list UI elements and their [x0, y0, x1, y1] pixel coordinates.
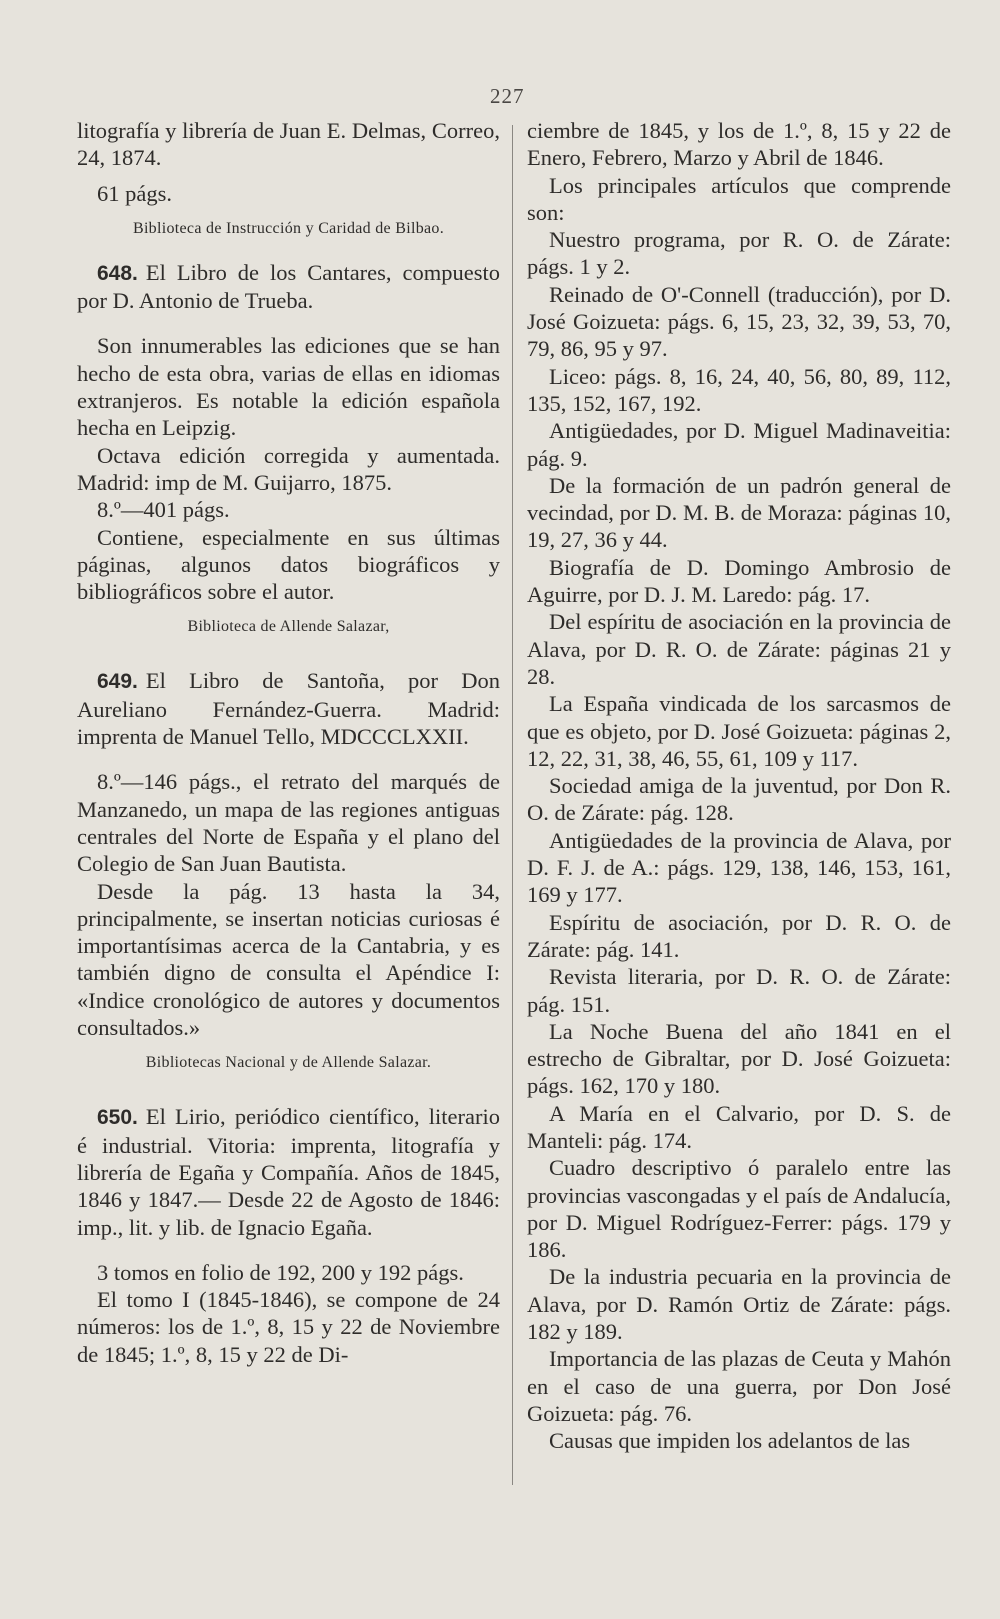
entry-648-note-3: 8.º—401 págs.	[97, 497, 230, 523]
right-paragraph-5: Liceo: págs. 8, 16, 24, 40, 56, 80, 89, 112, 135, 152, 167, 192.	[527, 363, 951, 416]
entry-650-note-2: El tomo I (1845-1846), se compone de 24 números: los de 1.º, 8, 15 y 22 de Noviembre de 1845; 1.º, 8, 15 y 22 de Di-	[77, 1287, 500, 1367]
right-paragraph-17: Cuadro descriptivo ó paralelo entre las provincias vascongadas y el país de Andalucía, por D. Miguel Rodríguez-Ferrer: págs. 179 y 186.	[527, 1155, 951, 1263]
right-paragraph-12: Antigüedades de la provincia de Alava, por D. F. J. de A.: págs. 129, 138, 146, 153, 161, 169 y 177.	[527, 827, 951, 908]
right-paragraph-15: La Noche Buena del año 1841 en el estrecho de Gibraltar, por D. José Goizueta: págs. 162, 170 y 180.	[527, 1018, 951, 1099]
entry-650-title: El Lirio, periódico científico, literario é industrial. Vitoria: imprenta, litografía y librería de Egaña y Compañía. Años de 1845, 1846 y 1847.— Desde 22 de Agosto de 1846: imp., lit. y lib. de Ignacio Egaña.	[77, 1104, 500, 1240]
entry-649-number: 649.	[97, 670, 138, 694]
entry-648-note-1: Son innumerables las ediciones que se han hecho de esta obra, varias de ellas en idiomas extranjeros. Es notable la edición española hecha en Leipzig.	[77, 333, 500, 441]
right-paragraph-14: Revista literaria, por D. R. O. de Zárate: pág. 151.	[527, 964, 951, 1017]
right-paragraph-13: Espíritu de asociación, por D. R. O. de Zárate: pág. 141.	[527, 909, 951, 962]
right-paragraph-3: Nuestro programa, por R. O. de Zárate: págs. 1 y 2.	[527, 227, 951, 280]
page-number: 227	[490, 84, 525, 108]
right-paragraph-7: De la formación de un padrón general de vecindad, por D. M. B. de Moraza: páginas 10, 19, 27, 36 y 44.	[527, 472, 951, 553]
entry-647-pages: 61 págs.	[97, 180, 172, 206]
right-paragraph-8: Biografía de D. Domingo Ambrosio de Aguirre, por D. J. M. Laredo: pág. 17.	[527, 554, 951, 608]
entry-649-library: Bibliotecas Nacional y de Allende Salazar.	[145, 1054, 432, 1072]
entry-648-title: El Libro de los Cantares, compuesto por D. Antonio de Trueba.	[77, 259, 500, 314]
entry-649	[77, 667, 500, 750]
entry-648-library: Biblioteca de Allende Salazar,	[187, 618, 390, 636]
entry-649-title: El Libro de Santoña, por Don Aureliano Fernández-Guerra. Madrid: imprenta de Manuel Tello, MDCCCLXXII.	[77, 668, 500, 750]
entry-650	[77, 1103, 500, 1240]
right-paragraph-16: A María en el Calvario, por D. S. de Manteli: pág. 174.	[527, 1100, 951, 1153]
entry-649-note-1: 8.º—146 págs., el retrato del marqués de Manzanedo, un mapa de las regiones antiguas centrales del Norte de España y el plano del Colegio de San Juan Bautista.	[77, 769, 500, 877]
entry-647-tail-text: litografía y librería de Juan E. Delmas, Correo, 24, 1874.	[77, 118, 500, 171]
column-divider	[512, 125, 513, 1485]
right-paragraph-4: Reinado de O'-Connell (traducción), por D. José Goizueta: págs. 6, 15, 23, 32, 39, 53, 70, 79, 86, 95 y 97.	[527, 281, 951, 362]
right-paragraph-1: ciembre de 1845, y los de 1.º, 8, 15 y 22 de Enero, Febrero, Marzo y Abril de 1846.	[527, 118, 951, 171]
entry-648-number: 648.	[97, 261, 138, 285]
entry-650-note-1: 3 tomos en folio de 192, 200 y 192 págs.	[97, 1259, 464, 1285]
right-paragraph-6: Antigüedades, por D. Miguel Madinaveitia: pág. 9.	[527, 418, 951, 471]
entry-650-number: 650.	[97, 1106, 138, 1130]
right-paragraph-19: Importancia de las plazas de Ceuta y Mahón en el caso de una guerra, por Don José Goizueta: pág. 76.	[527, 1346, 951, 1426]
entry-647-library: Biblioteca de Instrucción y Caridad de Bilbao.	[132, 219, 445, 237]
right-paragraph-9: Del espíritu de asociación en la provincia de Alava, por D. R. O. de Zárate: páginas 21 y 28.	[527, 609, 951, 689]
left-column	[77, 117, 500, 1368]
entry-648	[77, 259, 500, 315]
right-paragraph-18: De la industria pecuaria en la provincia de Alava, por D. Ramón Ortiz de Zárate: págs. 182 y 189.	[527, 1264, 951, 1345]
right-paragraph-20: Causas que impiden los adelantos de las	[549, 1428, 911, 1454]
entry-648-note-2: Octava edición corregida y aumentada. Madrid: imp de M. Guijarro, 1875.	[77, 442, 500, 495]
right-paragraph-10: La España vindicada de los sarcasmos de que es objeto, por D. José Goizueta: páginas 2, 12, 22, 31, 38, 46, 55, 61, 109 y 117.	[527, 691, 951, 771]
right-paragraph-11: Sociedad amiga de la juventud, por Don R. O. de Zárate: pág. 128.	[527, 773, 951, 826]
right-column	[527, 117, 951, 1455]
entry-648-note-4: Contiene, especialmente en sus últimas páginas, algunos datos biográficos y bibliográficos sobre el autor.	[77, 524, 500, 605]
right-paragraph-2: Los principales artículos que comprende son:	[527, 172, 951, 225]
entry-649-note-2: Desde la pág. 13 hasta la 34, principalmente, se insertan noticias curiosas é importantísimas acerca de la Cantabria, y es también digno de consulta el Apéndice I: «Indice cronológico de autores y documentos consultados.»	[77, 878, 500, 1041]
